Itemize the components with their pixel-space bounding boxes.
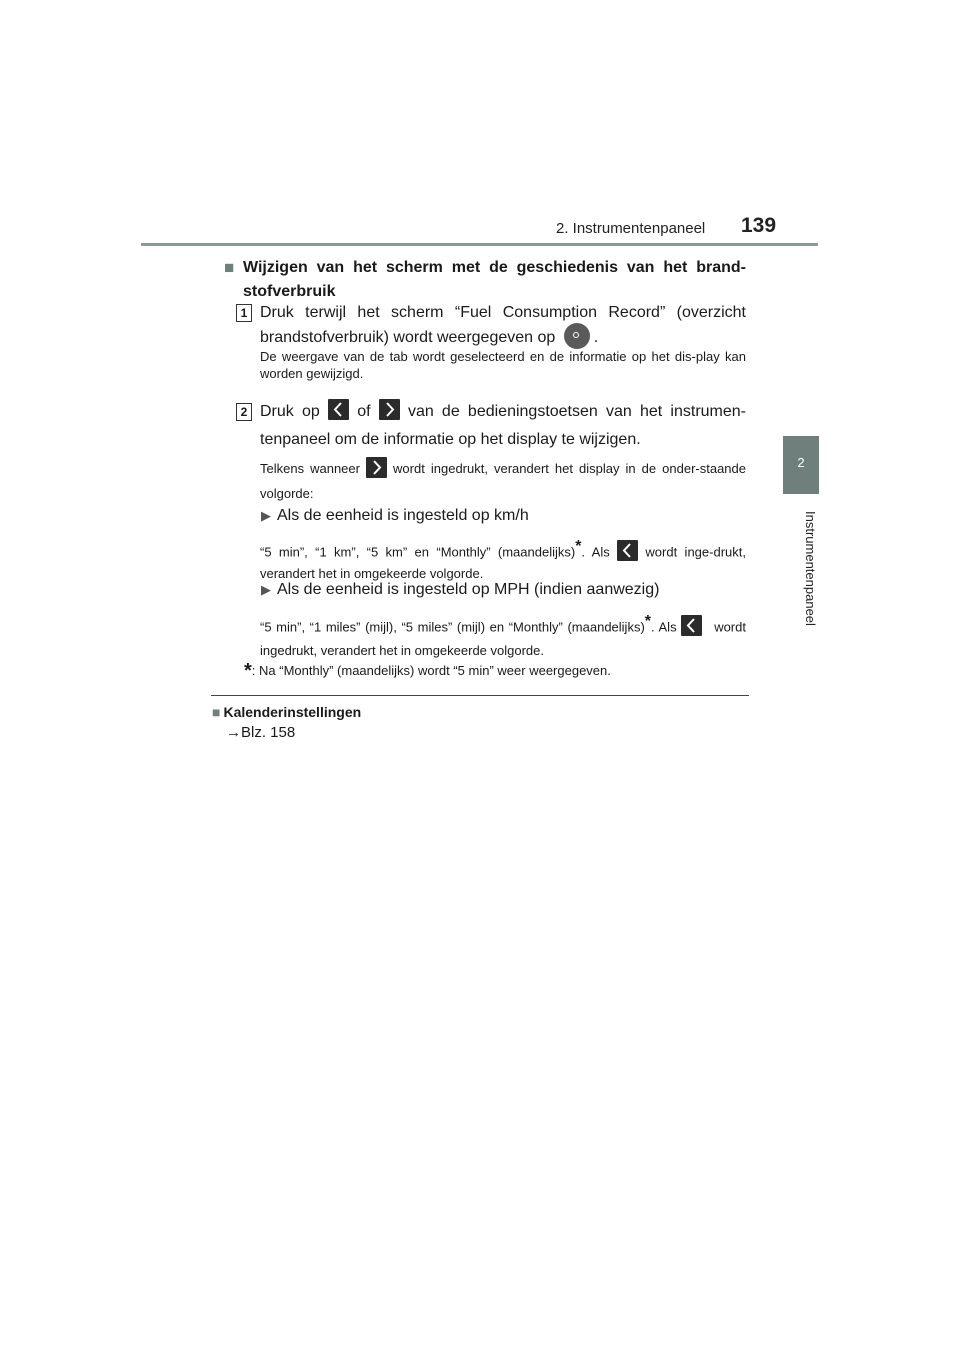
ok-button-icon (564, 323, 590, 349)
calendar-marker: ■ (212, 704, 221, 720)
section-title-text: Wijzigen van het scherm met de geschiedenis van het brand-stofverbruik (243, 259, 746, 300)
footnote-marker: * (244, 660, 252, 682)
footer-rule (211, 695, 749, 696)
mph-case-heading-text: Als de eenheid is ingesteld op MPH (indien aanwezig) (277, 581, 660, 598)
triangle-bullet-icon: ▶ (261, 508, 271, 523)
calendar-page-ref[interactable]: →Blz. 158 (226, 724, 296, 741)
step-2-note-b: wordt ingedrukt, verandert het display in de onder-staande volgorde: (260, 461, 746, 501)
step-1-badge: 1 (236, 304, 252, 322)
mph-case-text-b: . Als (651, 619, 677, 635)
calendar-title-text: Kalenderinstellingen (223, 704, 362, 720)
left-arrow-button-icon (328, 399, 349, 420)
mph-case-heading (261, 580, 659, 600)
step-2-badge: 2 (236, 403, 252, 421)
chapter-label (778, 508, 818, 628)
right-arrow-button-icon (366, 457, 387, 478)
mph-case-text-c: wordt ingedrukt, verandert het in omgekeerde volgorde. (260, 619, 746, 659)
km-case-star: * (575, 538, 582, 555)
step-2-text-a: Druk op (260, 403, 320, 420)
footnote-text: : Na “Monthly” (maandelijks) wordt “5 min” weer weergegeven. (251, 663, 611, 678)
km-case-text-a: “5 min”, “1 km”, “5 km” en “Monthly” (maandelijks) (260, 544, 576, 560)
chapter-tab (783, 436, 819, 494)
km-case-text (260, 536, 746, 585)
header-rule (141, 243, 818, 246)
chapter-number: 2 (797, 455, 805, 470)
step-2-note (260, 456, 746, 506)
running-header: 2. Instrumentenpaneel (556, 220, 706, 237)
left-arrow-button-icon (617, 540, 638, 561)
section-marker: ■ (224, 258, 235, 277)
km-case-text-b: . Als (581, 544, 610, 560)
mph-case-text-a: “5 min”, “1 miles” (mijl), “5 miles” (mijl) en “Monthly” (maandelijks) (260, 619, 645, 635)
km-case-heading (261, 506, 529, 526)
section-title (224, 256, 746, 304)
mph-case-star: * (644, 613, 652, 630)
km-case-text-c: wordt inge-drukt, verandert het in omgekeerde volgorde. (260, 544, 746, 582)
step-2-text (260, 398, 746, 454)
left-arrow-button-icon (681, 615, 702, 636)
triangle-bullet-icon: ▶ (261, 582, 271, 597)
mph-case-text (260, 610, 746, 663)
step-2-text-c: van de bedieningstoetsen van het instrumen-tenpaneel om de informatie op het display te wijzigen. (260, 403, 747, 448)
step-2-text-b: of (357, 403, 371, 420)
step-1-note: De weergave van de tab wordt geselecteerd en de informatie op het dis-play kan worden gewijzigd. (260, 349, 746, 381)
step-1-instruction: Druk terwijl het scherm “Fuel Consumption Record” (overzicht brandstofverbruik) wordt weergegeven op (260, 304, 746, 347)
step-1-text (260, 300, 746, 351)
right-arrow-button-icon (379, 399, 400, 420)
calendar-title (212, 704, 361, 720)
chapter-label-text: Instrumentenpaneel (803, 510, 818, 626)
page-number: 139 (741, 214, 777, 237)
footnote (244, 662, 754, 680)
step-2-note-a: Telkens wanneer (260, 461, 360, 476)
step-1-period: . (593, 329, 599, 347)
km-case-heading-text: Als de eenheid is ingesteld op km/h (277, 507, 529, 524)
